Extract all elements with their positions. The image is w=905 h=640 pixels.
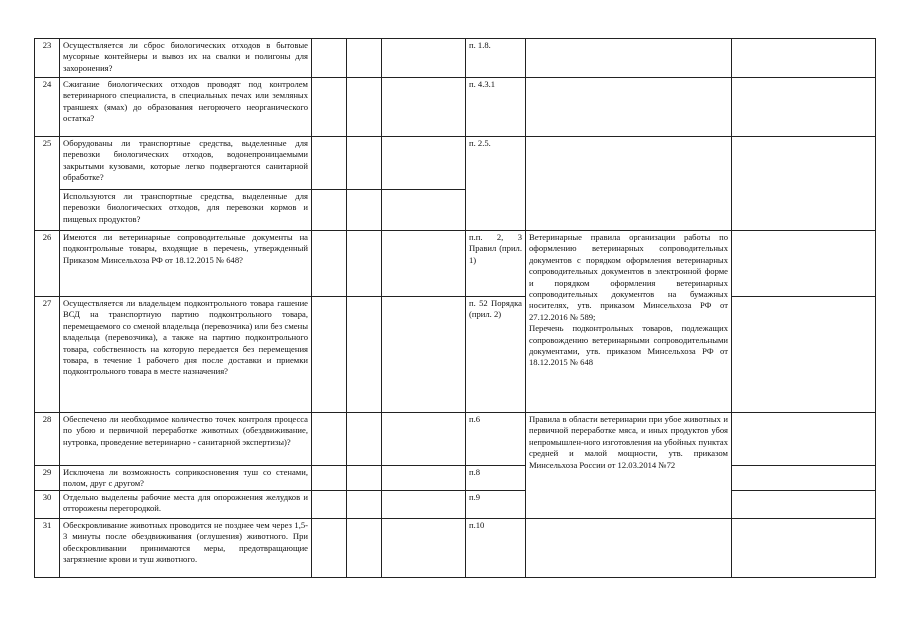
- vsd-rules-text: Ветеринарные правила организации работы по оформлению ветеринарных сопроводительных документов с порядком оформления ветеринарных сопроводительных документов в электронной форме и порядком оформления ветеринарных сопроводительных документов на бумажных носителях, утв. приказом Минсельхоза РФ от 27.12.2016 № 589;: [529, 232, 728, 322]
- answer-yes-cell[interactable]: [312, 39, 347, 78]
- checklist-table: [34, 38, 876, 578]
- question-text: Имеются ли ветеринарные сопроводительные документы на подконтрольные товары, входящие в перечень, утвержденный Приказом Минсельхоза РФ от 18.12.2015 № 648?: [60, 231, 312, 297]
- answer-yes-cell[interactable]: [312, 466, 347, 491]
- slaughter-rules-text: Правила в области ветеринарии при убое животных и первичной переработке мяса, и иных продуктов убоя непромышлен-ного изготовления на убойных пунктах средней и малой мощности, утв. приказом Минсельхоза России от 12.03.2014 №72: [529, 414, 728, 470]
- row-number: 24: [35, 78, 60, 137]
- row-number: 28: [35, 413, 60, 466]
- question-text: Отдельно выделены рабочие места для опорожнения желудков и отторожены перегородкой.: [60, 490, 312, 518]
- normative-document-cell: [526, 78, 732, 137]
- question-text: Сжигание биологических отходов проводят под контролем ветеринарного специалиста, в специальных печах или земляных траншеях (ямах) до образования негорючего неорганического остатка?: [60, 78, 312, 137]
- normative-document-cell: [526, 231, 732, 413]
- notes-cell[interactable]: [732, 413, 876, 466]
- answer-no-cell[interactable]: [347, 190, 382, 231]
- answer-na-cell[interactable]: [382, 137, 466, 190]
- answer-no-cell[interactable]: [347, 466, 382, 491]
- table-row: [35, 413, 876, 466]
- requirement-reference: п.9: [466, 490, 526, 518]
- notes-cell[interactable]: [732, 78, 876, 137]
- answer-no-cell[interactable]: [347, 137, 382, 190]
- requirement-reference: п. 52 Порядка (прил. 2): [466, 297, 526, 413]
- answer-no-cell[interactable]: [347, 39, 382, 78]
- table-row: [35, 297, 876, 413]
- question-text: Обеспечено ли необходимое количество точек контроля процесса по убою и первичной переработке животных (обездвиживание, нутровка, проведение ветеринарно - санитарной экспертизы)?: [60, 413, 312, 466]
- answer-yes-cell[interactable]: [312, 413, 347, 466]
- requirement-reference: п. 2.5.: [466, 137, 526, 231]
- row-number: 27: [35, 297, 60, 413]
- question-text: Осуществляется ли владельцем подконтрольного товара гашение ВСД на транспортную партию подконтрольного товара, перемещаемого со сменой владельца (перевозчика) или без смены владельца (перевозчика), а также на партию подконтрольного товара, собственность на которую передается без перемещения товара, в течение 1 рабочего дня после доставки и приемки подконтрольного товара в месте назначения?: [60, 297, 312, 413]
- answer-yes-cell[interactable]: [312, 190, 347, 231]
- row-number: 26: [35, 231, 60, 297]
- answer-na-cell[interactable]: [382, 39, 466, 78]
- table-row: [35, 490, 876, 518]
- notes-cell[interactable]: [732, 231, 876, 297]
- answer-no-cell[interactable]: [347, 297, 382, 413]
- notes-cell[interactable]: [732, 518, 876, 577]
- answer-na-cell[interactable]: [382, 518, 466, 577]
- vsd-list-text: Перечень подконтрольных товаров, подлежащих сопровождению ветеринарными сопроводительными документами, утв. приказом Минсельхоза РФ от 18.12.2015 № 648: [529, 323, 728, 368]
- requirement-reference: п.10: [466, 518, 526, 577]
- question-text: Осуществляется ли сброс биологических отходов в бытовые мусорные контейнеры и вывоз их на свалки и полигоны для захоронения?: [60, 39, 312, 78]
- notes-cell[interactable]: [732, 466, 876, 491]
- answer-yes-cell[interactable]: [312, 78, 347, 137]
- answer-na-cell[interactable]: [382, 466, 466, 491]
- table-row: [35, 78, 876, 137]
- row-number: 23: [35, 39, 60, 78]
- table-row: [35, 137, 876, 190]
- requirement-reference: п.8: [466, 466, 526, 491]
- notes-cell[interactable]: [732, 137, 876, 231]
- answer-no-cell[interactable]: [347, 518, 382, 577]
- answer-na-cell[interactable]: [382, 413, 466, 466]
- row-number: 30: [35, 490, 60, 518]
- requirement-reference: п. 1.8.: [466, 39, 526, 78]
- notes-cell[interactable]: [732, 297, 876, 413]
- requirement-reference: п. 4.3.1: [466, 78, 526, 137]
- question-text: Обескровливание животных проводится не позднее чем через 1,5-3 минуты после обездвиживания (оглушения) животного. При обескровливании принимаются меры, предотвращающие загрязнение крови и туш животного.: [60, 518, 312, 577]
- notes-cell[interactable]: [732, 39, 876, 78]
- row-number: 25: [35, 137, 60, 231]
- notes-cell[interactable]: [732, 490, 876, 518]
- answer-yes-cell[interactable]: [312, 297, 347, 413]
- answer-na-cell[interactable]: [382, 78, 466, 137]
- question-text: Используются ли транспортные средства, выделенные для перевозки биологических отходов, для перевозки кормов и пищевых продуктов?: [60, 190, 312, 231]
- table-row: [35, 39, 876, 78]
- normative-document-cell: [526, 518, 732, 577]
- answer-yes-cell[interactable]: [312, 518, 347, 577]
- answer-no-cell[interactable]: [347, 231, 382, 297]
- requirement-reference: п.6: [466, 413, 526, 466]
- requirement-reference: п.п. 2, 3 Правил (прил. 1): [466, 231, 526, 297]
- answer-na-cell[interactable]: [382, 190, 466, 231]
- answer-yes-cell[interactable]: [312, 231, 347, 297]
- normative-document-cell: [526, 413, 732, 519]
- answer-na-cell[interactable]: [382, 490, 466, 518]
- answer-yes-cell[interactable]: [312, 137, 347, 190]
- normative-document-cell: [526, 39, 732, 78]
- table-row: [35, 231, 876, 297]
- table-row: [35, 466, 876, 491]
- row-number: 31: [35, 518, 60, 577]
- question-text: Исключена ли возможность соприкосновения туш со стенами, полом, друг с другом?: [60, 466, 312, 491]
- answer-yes-cell[interactable]: [312, 490, 347, 518]
- answer-na-cell[interactable]: [382, 297, 466, 413]
- answer-no-cell[interactable]: [347, 413, 382, 466]
- row-number: 29: [35, 466, 60, 491]
- normative-document-cell: [526, 137, 732, 231]
- table-row: [35, 518, 876, 577]
- answer-no-cell[interactable]: [347, 490, 382, 518]
- question-text: Оборудованы ли транспортные средства, выделенные для перевозки биологических отходов, водонепроницаемыми закрытыми кузовами, которые легко подвергаются санитарной обработке?: [60, 137, 312, 190]
- answer-no-cell[interactable]: [347, 78, 382, 137]
- answer-na-cell[interactable]: [382, 231, 466, 297]
